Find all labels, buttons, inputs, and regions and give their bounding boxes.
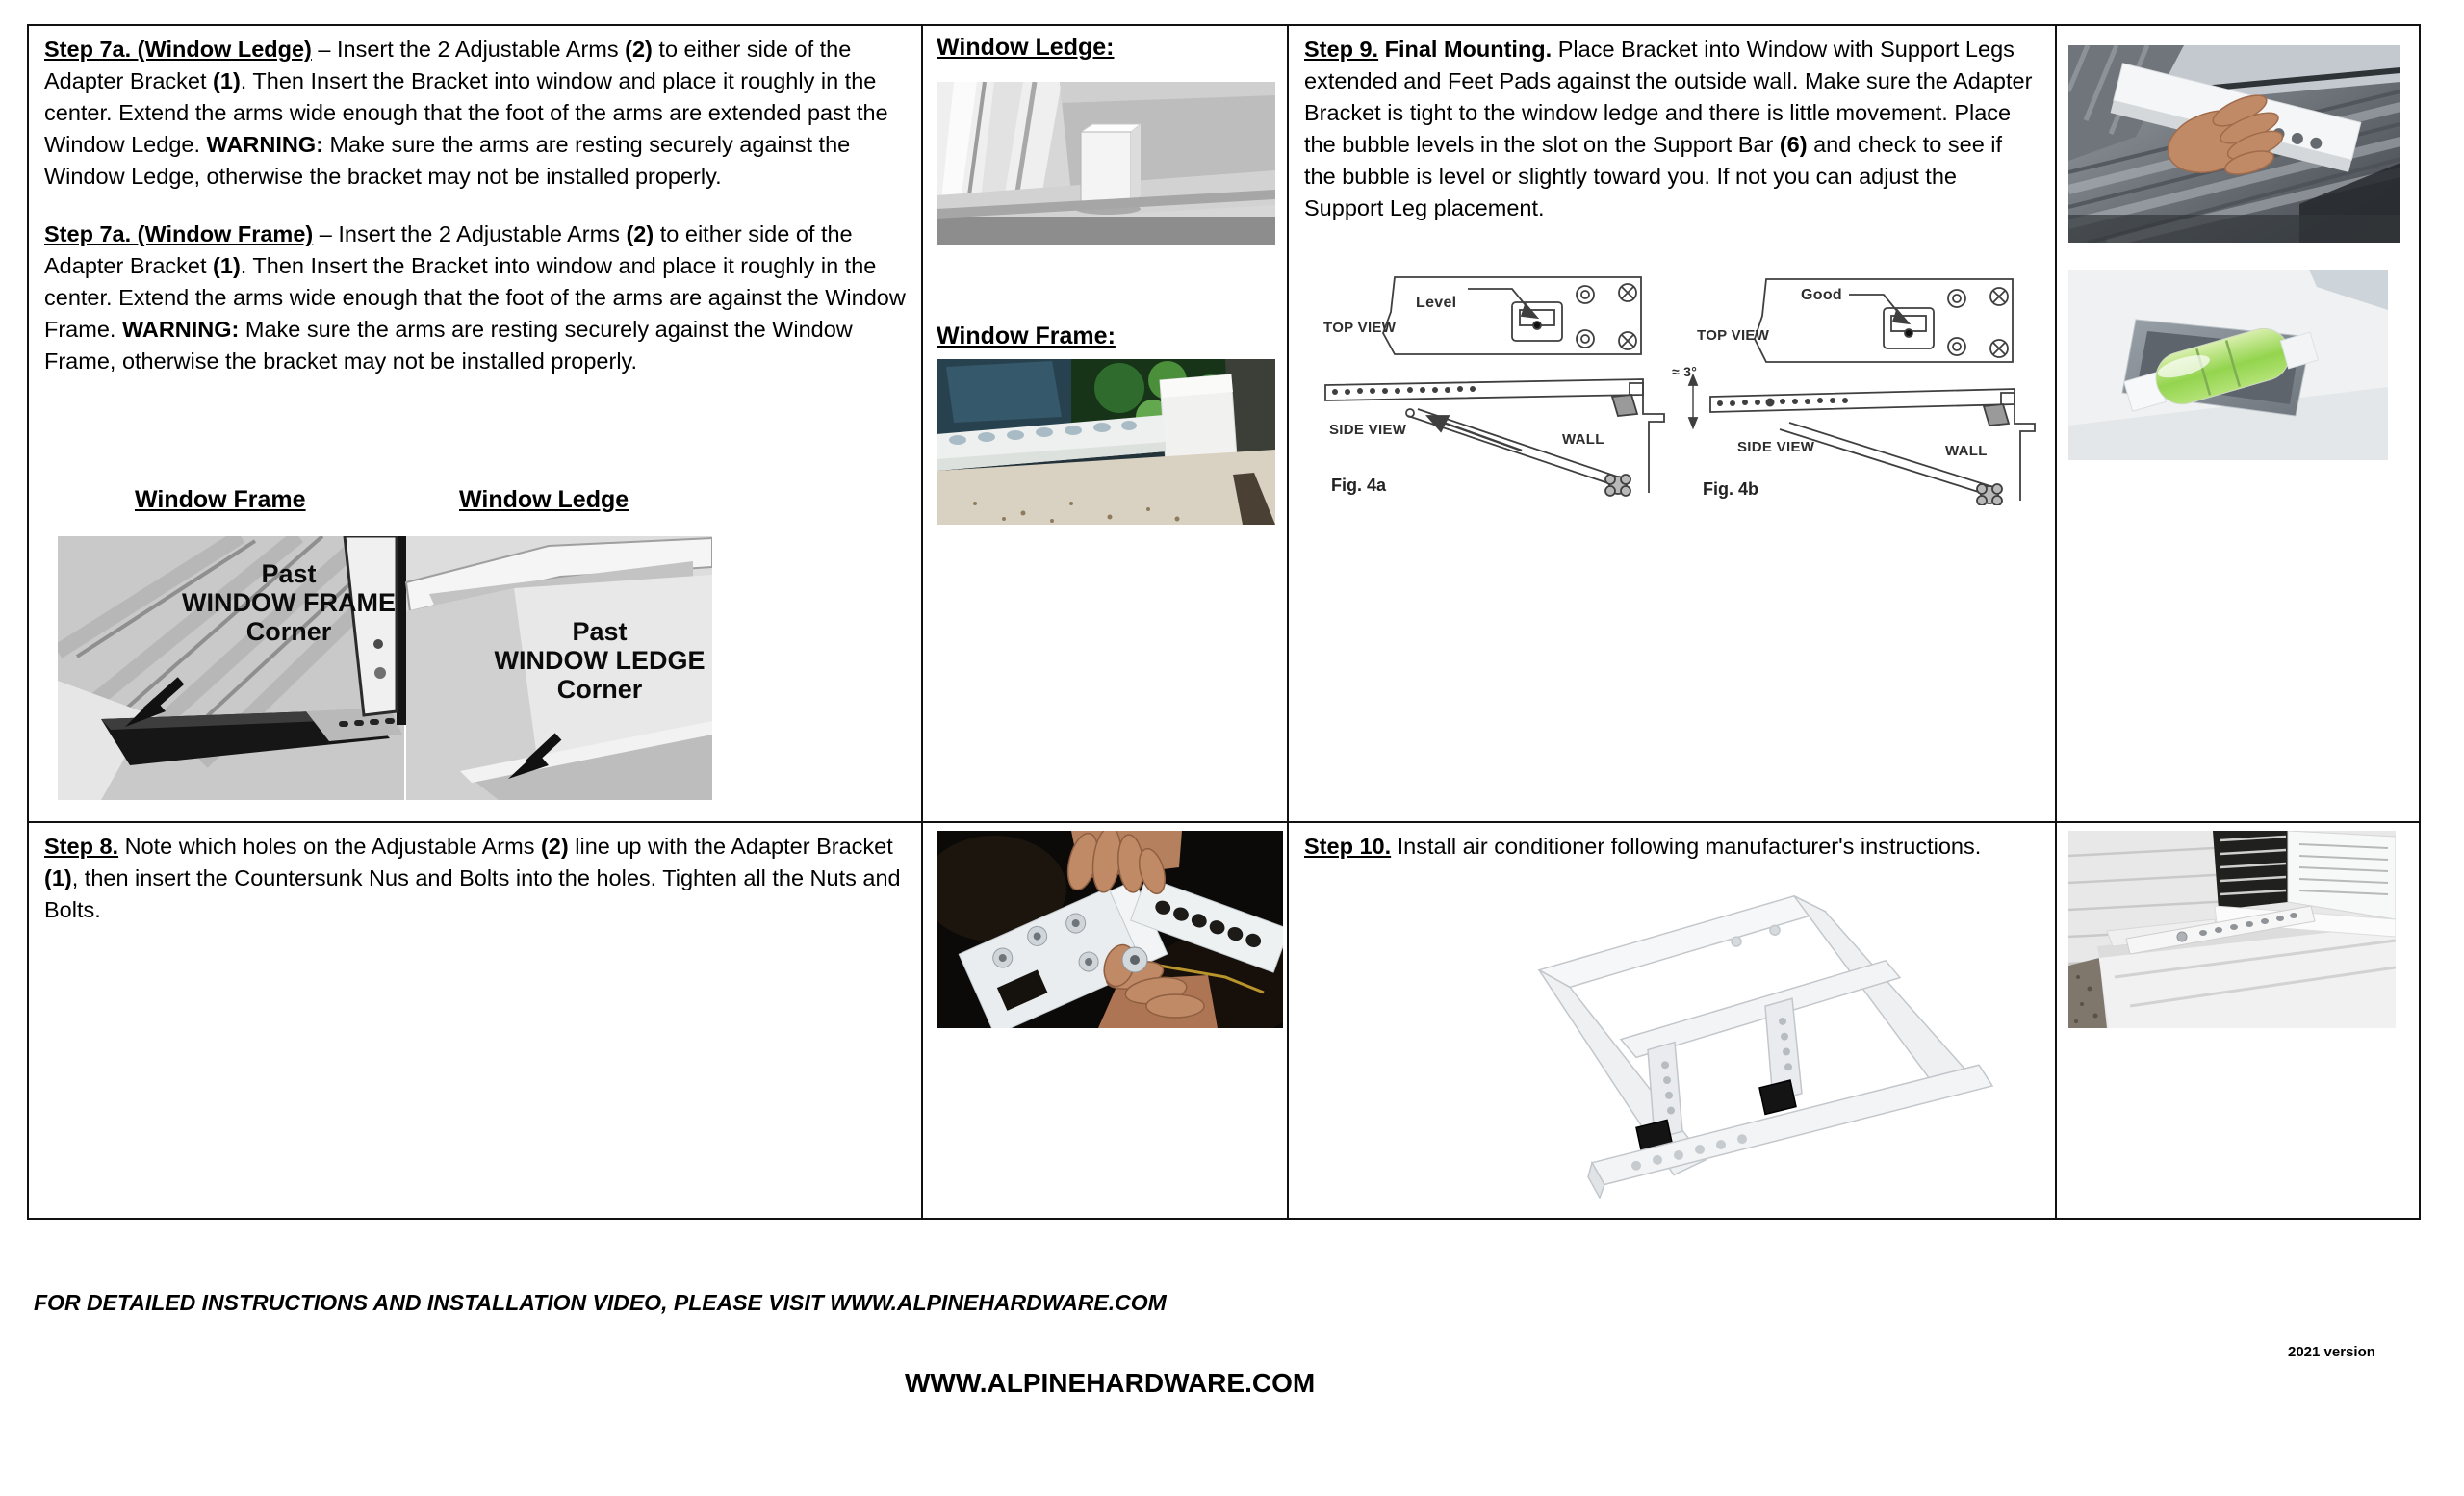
window-ledge-caption: Window Ledge	[459, 486, 629, 513]
window-ledge-colon-header: Window Ledge:	[937, 34, 1115, 61]
fig4b-angle-label: ≈ 3°	[1672, 364, 1698, 379]
window-frame-caption: Window Frame	[135, 486, 306, 513]
bubble-level-photo	[2068, 270, 2388, 460]
window-ledge-photo	[937, 82, 1275, 245]
bracket-render-graphic	[1448, 883, 2035, 1215]
fig4a-side-view-label: SIDE VIEW	[1329, 422, 1407, 438]
fig4a-wall-label: WALL	[1562, 431, 1604, 448]
instruction-table	[27, 24, 2421, 1220]
window-frame-photo	[937, 359, 1275, 525]
fig4b-wall-label: WALL	[1945, 443, 1988, 459]
nuts-bolts-photo	[937, 831, 1283, 1028]
step-7a-ledge-title: Step 7a. (Window Ledge)	[44, 37, 312, 62]
fig4b-side-view-label: SIDE VIEW	[1737, 439, 1815, 455]
cell-ac-photo	[2055, 821, 2421, 1220]
nuts-bolts-photo-graphic	[937, 831, 1283, 1028]
step-7a-window-ledge-text: Step 7a. (Window Ledge) – Insert the 2 Adjustable Arms (2) to either side of the Adapter Bracket (1). Then Insert the Bracket into window and place it roughly in the center. Extend the arms wide enough that the foot of the arms are extended past the Window Ledge. WARNING: Make sure the arms are resting securely against the Window Ledge, otherwise the bracket may not be installed properly.	[44, 37, 888, 189]
step-9-title: Step 9.	[1304, 37, 1379, 62]
footer-website: WWW.ALPINEHARDWARE.COM	[905, 1368, 1316, 1398]
ac-installed-photo	[2068, 831, 2396, 1028]
step-8-text: Step 8. Note which holes on the Adjustable Arms (2) line up with the Adapter Bracket (1), then insert the Countersunk Nus and Bolts into the holes. Tighten all the Nuts and Bolts.	[44, 834, 901, 922]
cell-ledge-frame-photos	[921, 24, 1289, 823]
version-label: 2021 version	[2288, 1344, 2375, 1360]
past-window-ledge-label: Past WINDOW LEDGE Corner	[494, 617, 706, 704]
cell-step9	[1287, 24, 2057, 823]
cell-step8	[27, 821, 923, 1220]
step-9-text: Step 9. Final Mounting. Place Bracket into Window with Support Legs extended and Feet Pads against the outside wall. Make sure the Adapter Bracket is tight to the window ledge and there is little movement. Place the bubble levels in the slot on the Support Bar (6) and check to see if the bubble is level or slightly toward you. If not you can adjust the Support Leg placement.	[1304, 37, 2033, 220]
fig4a-level-label: Level	[1416, 295, 1457, 311]
bubble-level-photo-graphic	[2068, 270, 2388, 460]
cell-step10	[1287, 821, 2057, 1220]
cell-step7a	[27, 24, 923, 823]
fig4b-good-label: Good	[1801, 287, 1842, 303]
footer-note: FOR DETAILED INSTRUCTIONS AND INSTALLATION VIDEO, PLEASE VISIT WWW.ALPINEHARDWARE.COM	[34, 1290, 1167, 1315]
step-7a-window-frame-text: Step 7a. (Window Frame) – Insert the 2 Adjustable Arms (2) to either side of the Adapter Bracket (1). Then Insert the Bracket into window and place it roughly in the center. Extend the arms wide enough that the foot of the arms are against the Window Frame. WARNING: Make sure the arms are resting securely against the Window Frame, otherwise the bracket may not be installed properly.	[44, 221, 906, 374]
window-ledge-photo-graphic	[937, 82, 1275, 245]
figure-4a-4b	[1323, 270, 2036, 505]
support-bar-hand-photo-graphic	[2068, 45, 2400, 243]
step-10-title: Step 10.	[1304, 834, 1392, 859]
cell-right-photos	[2055, 24, 2421, 823]
fig4b-caption: Fig. 4b	[1703, 479, 1758, 499]
cell-assembly-photo	[921, 821, 1289, 1220]
support-bar-hand-photo	[2068, 45, 2400, 243]
fig4a-top-view-label: TOP VIEW	[1323, 320, 1397, 336]
step-10-text: Step 10. Install air conditioner following manufacturer's instructions.	[1304, 834, 1982, 859]
window-frame-ledge-photo	[58, 536, 712, 800]
fig4a-caption: Fig. 4a	[1331, 476, 1387, 495]
ac-installed-photo-graphic	[2068, 831, 2396, 1028]
window-frame-colon-header: Window Frame:	[937, 322, 1116, 349]
fig4b-top-view-label: TOP VIEW	[1697, 327, 1770, 344]
step-8-title: Step 8.	[44, 834, 119, 859]
step-7a-frame-title: Step 7a. (Window Frame)	[44, 221, 314, 246]
past-window-frame-label: Past WINDOW FRAME Corner	[182, 559, 396, 646]
bracket-render	[1448, 883, 2035, 1215]
window-frame-photo-graphic	[937, 359, 1275, 525]
